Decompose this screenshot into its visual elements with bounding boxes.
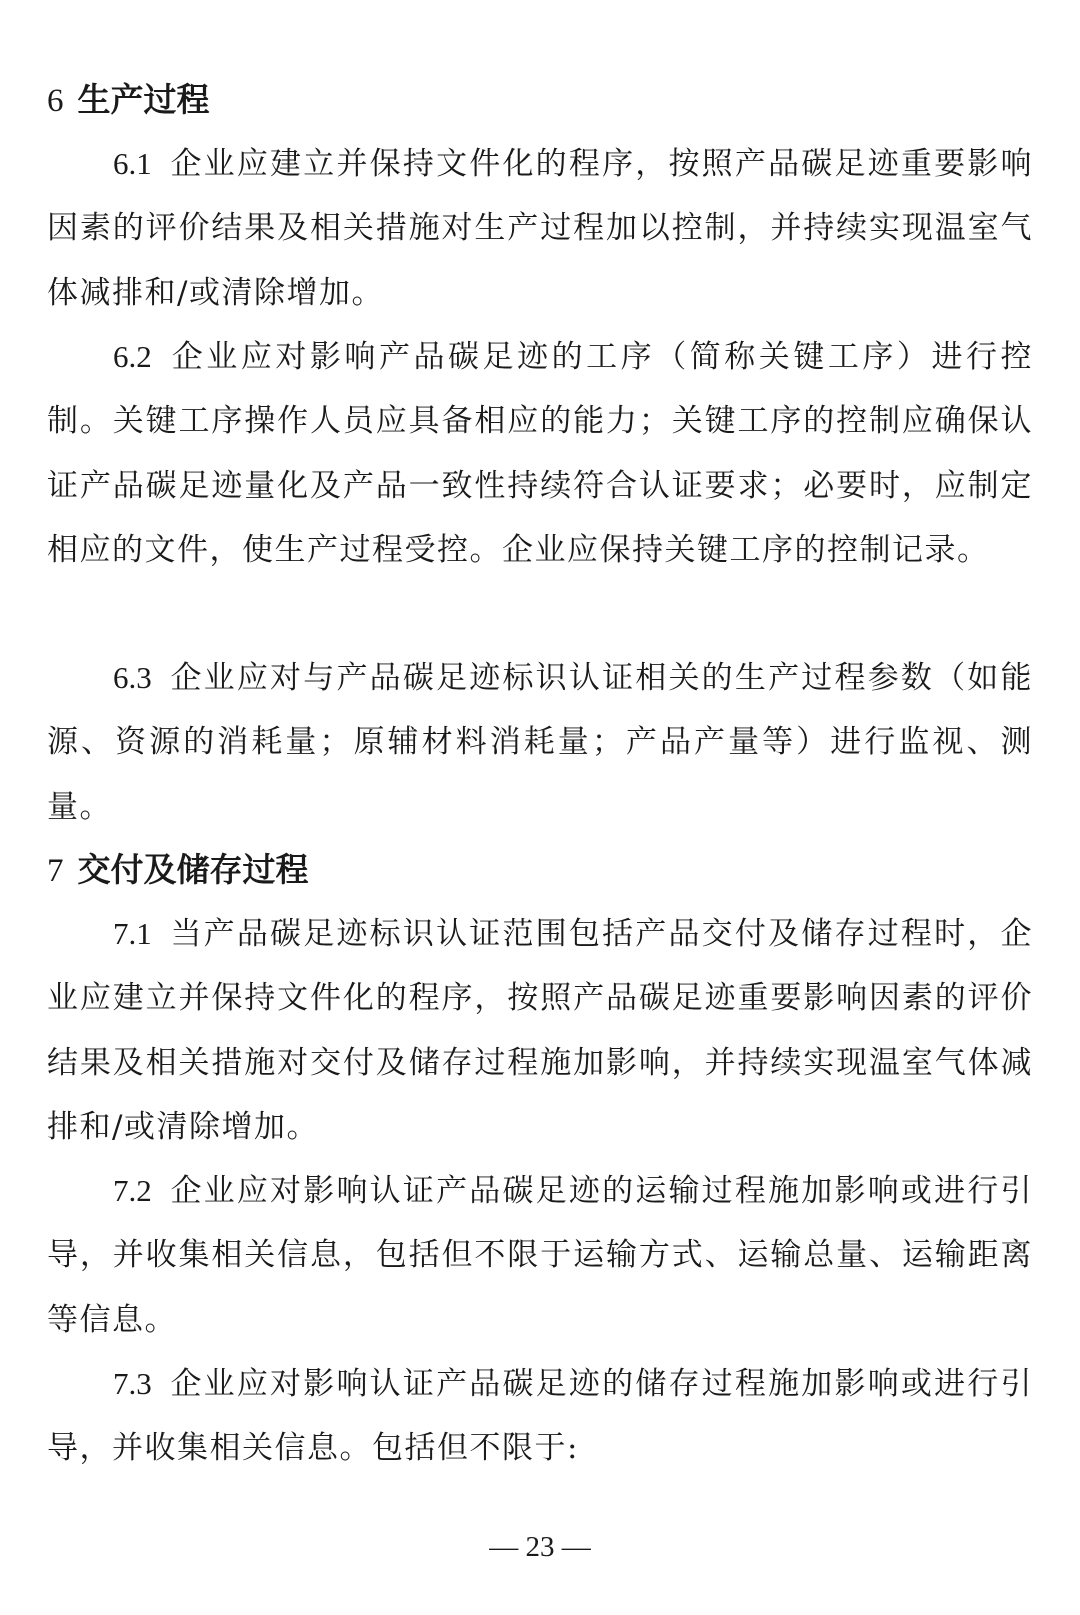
paragraph-6-3-number: 6.3 <box>113 660 152 695</box>
paragraph-7-1-number: 7.1 <box>113 916 152 951</box>
section-6-heading <box>47 80 210 121</box>
paragraph-6-1-number: 6.1 <box>113 146 152 181</box>
paragraph-6-2-text: 企业应对影响产品碳足迹的工序（简称关键工序）进行控制。关键工序操作人员应具备相应的能力；关键工序的控制应确保认证产品碳足迹量化及产品一致性持续符合认证要求；必要时，应制定相应的文件，使生产过程受控。企业应保持关键工序的控制记录。 <box>47 339 1033 569</box>
paragraph-7-1 <box>47 902 1033 1160</box>
paragraph-7-3-text: 企业应对影响认证产品碳足迹的储存过程施加影响或进行引导，并收集相关信息。包括但不限于: <box>47 1366 1033 1467</box>
paragraph-6-1 <box>47 132 1033 325</box>
paragraph-6-3-text: 企业应对与产品碳足迹标识认证相关的生产过程参数（如能源、资源的消耗量；原辅材料消耗量；产品产量等）进行监视、测量。 <box>47 660 1033 825</box>
paragraph-7-2-text: 企业应对影响认证产品碳足迹的运输过程施加影响或进行引导，并收集相关信息，包括但不限于运输方式、运输总量、运输距离等信息。 <box>47 1173 1033 1338</box>
paragraph-7-2 <box>47 1159 1033 1352</box>
paragraph-7-3 <box>47 1352 1033 1481</box>
paragraph-6-2 <box>47 325 1033 583</box>
paragraph-6-1-text: 企业应建立并保持文件化的程序，按照产品碳足迹重要影响因素的评价结果及相关措施对生产过程加以控制，并持续实现温室气体减排和/或清除增加。 <box>47 146 1033 311</box>
paragraph-7-3-number: 7.3 <box>113 1366 152 1401</box>
page-number: — 23 — <box>489 1531 591 1563</box>
section-7-title: 交付及储存过程 <box>77 850 309 889</box>
paragraph-6-3 <box>47 646 1033 839</box>
section-6-number: 6 <box>47 83 64 119</box>
section-7-heading <box>47 850 309 891</box>
paragraph-6-2-number: 6.2 <box>113 339 152 374</box>
section-6-title: 生产过程 <box>77 80 210 119</box>
paragraph-7-1-text: 当产品碳足迹标识认证范围包括产品交付及储存过程时，企业应建立并保持文件化的程序，按照产品碳足迹重要影响因素的评价结果及相关措施对交付及储存过程施加影响，并持续实现温室气体减排和/或清除增加。 <box>47 916 1033 1146</box>
paragraph-7-2-number: 7.2 <box>113 1173 152 1208</box>
section-7-number: 7 <box>47 853 64 889</box>
